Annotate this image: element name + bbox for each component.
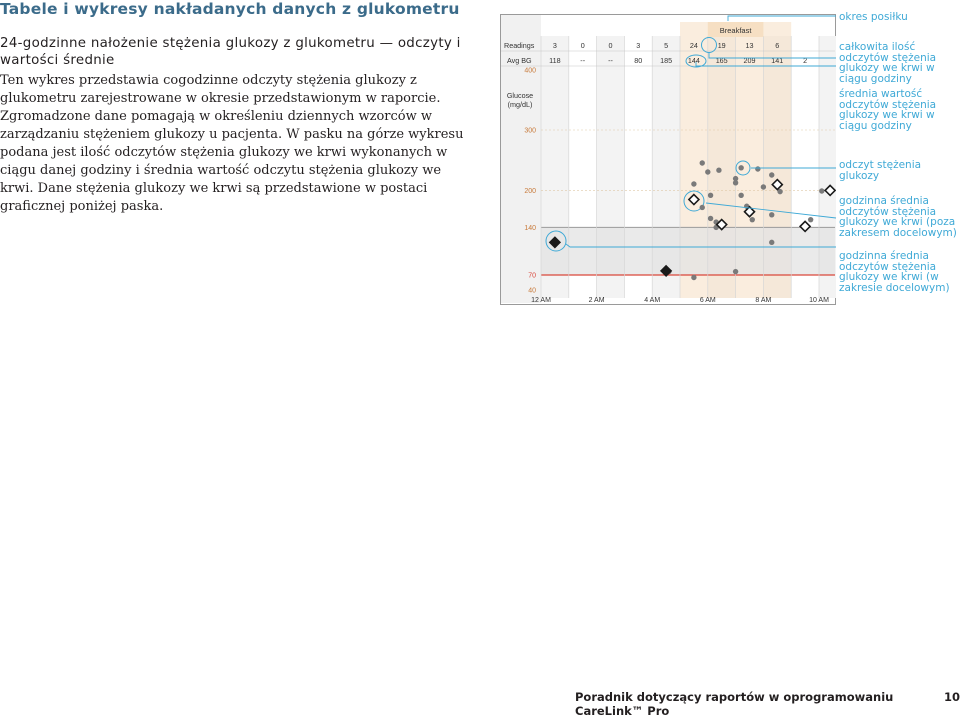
y-tick-label: 300 xyxy=(524,127,536,135)
y-tick-label: 70 xyxy=(528,272,536,280)
x-tick-label: 6 AM xyxy=(699,297,716,304)
readings-count: 0 xyxy=(608,41,613,50)
x-tick-label: 8 AM xyxy=(755,297,772,304)
intro-paragraph: Ten wykres przedstawia cogodzinne odczyty stężenia glukozy z glukometru zarejestrowane w okresie przedstawionym w raporcie. Zgromadzone dane pomagają w określeniu dziennych wzorców w zarządzaniu stężeniem glukozy u pacjenta. W pasku na górze wykresu podana jest ilość odczytów stężenia glukozy we krwi wykonanych w ciągu danej godziny i średnia wartość odczytu stężenia glukozy we krwi. Dane stężenia glukozy we krwi są przedstawione w postaci graficznej poniżej paska. xyxy=(0,73,464,214)
hourly-average-value: 144 xyxy=(687,56,700,65)
y-tick-label: 140 xyxy=(524,224,536,232)
meal-label: Breakfast xyxy=(719,26,752,35)
avg-row-label: Avg BG xyxy=(507,56,532,65)
page-number: 10 xyxy=(944,690,960,704)
callout-average-out-of-range: godzinna średnia odczytów stężenia glukozy we krwi (poza zakresem docelowym) xyxy=(839,195,957,239)
x-tick-label: 2 AM xyxy=(588,297,605,304)
hourly-average-value: 2 xyxy=(803,56,808,65)
callout-glucose-reading: odczyt stężenia glukozy xyxy=(839,159,922,182)
callout-average-in-range: godzinna średnia odczytów stężenia glukozy we krwi (w zakresie docelowym) xyxy=(839,250,950,294)
y-axis-label-line: (mg/dL) xyxy=(507,100,533,109)
readings-count: 19 xyxy=(717,41,726,50)
x-tick-label: 12 AM xyxy=(531,297,551,304)
hourly-average-value: 209 xyxy=(743,56,756,65)
readings-count: 6 xyxy=(775,41,780,50)
page-title: Tabele i wykresy nakładanych danych z glukometru xyxy=(0,0,460,18)
callout-reading-count: całkowita ilość odczytów stężenia glukozy we krwi w ciągu godziny xyxy=(839,41,937,85)
readings-count: 0 xyxy=(580,41,585,50)
section-heading: 24-godzinne nałożenie stężenia glukozy z glukometru — odczyty i wartości średnie xyxy=(0,36,461,68)
readings-count: 3 xyxy=(636,41,641,50)
y-tick-label: 40 xyxy=(528,287,536,295)
y-tick-label: 400 xyxy=(524,67,536,75)
readings-count: 5 xyxy=(664,41,669,50)
readings-count: 13 xyxy=(745,41,754,50)
hourly-average-value: 80 xyxy=(634,56,643,65)
hourly-average-value: 165 xyxy=(715,56,728,65)
hourly-average-value: 118 xyxy=(549,56,561,65)
callout-meal-period: okres posiłku xyxy=(839,11,908,23)
x-tick-label: 10 AM xyxy=(809,297,829,304)
hourly-average-value: -- xyxy=(608,56,613,65)
hourly-average-value: 141 xyxy=(771,56,784,65)
y-axis-label-line: Glucose xyxy=(506,91,534,100)
y-tick-label: 200 xyxy=(524,187,536,195)
hourly-average-value: -- xyxy=(580,56,586,65)
readings-count: 24 xyxy=(689,41,698,50)
readings-count: 3 xyxy=(552,41,557,50)
hourly-average-value: 185 xyxy=(660,56,673,65)
x-tick-label: 4 AM xyxy=(644,297,661,304)
footer-title: Poradnik dotyczący raportów w oprogramowaniu CareLink™ Pro xyxy=(575,690,894,718)
callout-hourly-average: średnia wartość odczytów stężenia glukozy we krwi w ciągu godziny xyxy=(839,88,937,132)
readings-row-label: Readings xyxy=(504,41,535,50)
